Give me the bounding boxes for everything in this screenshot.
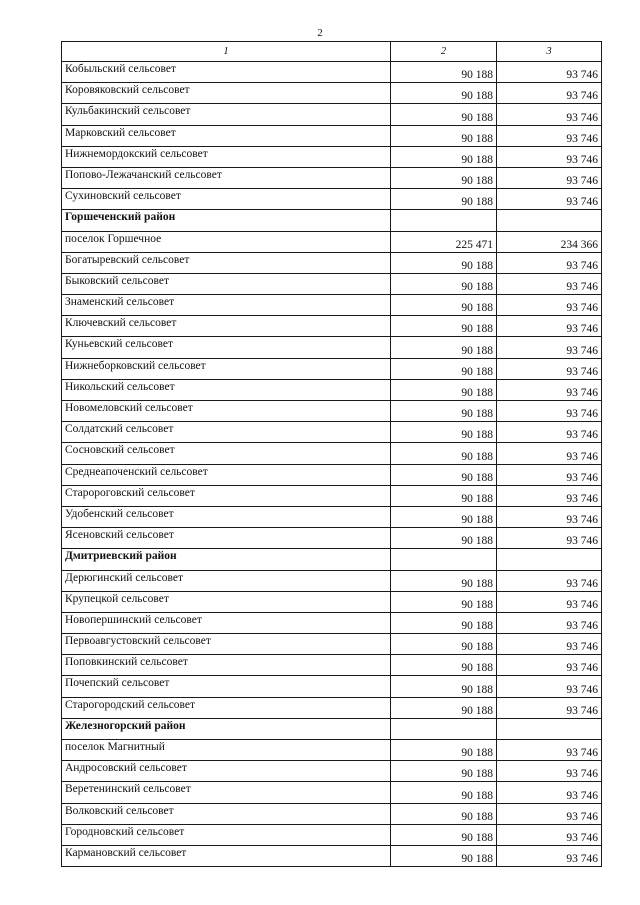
value-col3-cell: 93 746	[497, 845, 602, 866]
value-col3-cell: 93 746	[497, 316, 602, 337]
municipality-name-cell: Крупецкой сельсовет	[62, 591, 391, 612]
value-col3-cell: 93 746	[497, 676, 602, 697]
table-row	[62, 273, 602, 294]
district-row	[62, 718, 602, 739]
value-col2-cell: 90 188	[391, 740, 497, 761]
value-col2-cell: 90 188	[391, 337, 497, 358]
municipality-name-cell: Богатыревский сельсовет	[62, 252, 391, 273]
table-row	[62, 803, 602, 824]
municipality-name-cell: поселок Магнитный	[62, 740, 391, 761]
value-col2-cell: 90 188	[391, 316, 497, 337]
municipality-name-cell: Солдатский сельсовет	[62, 422, 391, 443]
value-col3-cell: 93 746	[497, 443, 602, 464]
value-col3-cell: 93 746	[497, 655, 602, 676]
municipality-name-cell: Никольский сельсовет	[62, 379, 391, 400]
value-col2-cell: 90 188	[391, 379, 497, 400]
value-col2-cell: 90 188	[391, 634, 497, 655]
value-col2-cell: 90 188	[391, 845, 497, 866]
value-col3-cell: 93 746	[497, 824, 602, 845]
value-col2-cell	[391, 210, 497, 231]
table-row	[62, 379, 602, 400]
table-row	[62, 62, 602, 83]
value-col3-cell: 93 746	[497, 570, 602, 591]
value-col3-cell: 93 746	[497, 464, 602, 485]
value-col3-cell: 93 746	[497, 634, 602, 655]
table-row	[62, 761, 602, 782]
value-col3-cell: 93 746	[497, 295, 602, 316]
table-row	[62, 104, 602, 125]
value-col3-cell: 93 746	[497, 104, 602, 125]
value-col2-cell: 90 188	[391, 62, 497, 83]
table-row	[62, 612, 602, 633]
value-col2-cell: 90 188	[391, 443, 497, 464]
page-number: 2	[317, 27, 323, 39]
municipality-name-cell: Почепский сельсовет	[62, 676, 391, 697]
municipality-name-cell: Дмитриевский район	[62, 549, 391, 570]
value-col3-cell: 234 366	[497, 231, 602, 252]
table-row	[62, 231, 602, 252]
table-row	[62, 506, 602, 527]
value-col3-cell: 93 746	[497, 506, 602, 527]
value-col3-cell: 93 746	[497, 401, 602, 422]
value-col2-cell: 90 188	[391, 528, 497, 549]
municipality-name-cell: Кобыльский сельсовет	[62, 62, 391, 83]
value-col3-cell: 93 746	[497, 125, 602, 146]
table-row	[62, 83, 602, 104]
municipality-name-cell: Марковский сельсовет	[62, 125, 391, 146]
municipality-name-cell: поселок Горшечное	[62, 231, 391, 252]
table-row	[62, 125, 602, 146]
value-col3-cell: 93 746	[497, 422, 602, 443]
value-col3-cell: 93 746	[497, 697, 602, 718]
value-col2-cell: 225 471	[391, 231, 497, 252]
value-col2-cell: 90 188	[391, 252, 497, 273]
table-row	[62, 591, 602, 612]
value-col2-cell: 90 188	[391, 485, 497, 506]
municipality-name-cell: Сосновский сельсовет	[62, 443, 391, 464]
table-row	[62, 845, 602, 866]
value-col3-cell: 93 746	[497, 189, 602, 210]
value-col3-cell	[497, 718, 602, 739]
table-header-row	[62, 42, 602, 62]
value-col3-cell	[497, 210, 602, 231]
table-row	[62, 740, 602, 761]
municipality-name-cell: Веретенинский сельсовет	[62, 782, 391, 803]
value-col2-cell: 90 188	[391, 189, 497, 210]
municipality-name-cell: Горшеченский район	[62, 210, 391, 231]
value-col2-cell: 90 188	[391, 104, 497, 125]
table-row	[62, 316, 602, 337]
municipality-name-cell: Поповкинский сельсовет	[62, 655, 391, 676]
table-row	[62, 422, 602, 443]
value-col2-cell: 90 188	[391, 295, 497, 316]
value-col2-cell: 90 188	[391, 803, 497, 824]
value-col2-cell: 90 188	[391, 273, 497, 294]
municipality-name-cell: Знаменский сельсовет	[62, 295, 391, 316]
municipality-name-cell: Дерюгинский сельсовет	[62, 570, 391, 591]
value-col2-cell: 90 188	[391, 125, 497, 146]
value-col2-cell: 90 188	[391, 464, 497, 485]
value-col3-cell: 93 746	[497, 337, 602, 358]
district-row	[62, 210, 602, 231]
table-row	[62, 697, 602, 718]
value-col2-cell: 90 188	[391, 761, 497, 782]
value-col2-cell: 90 188	[391, 676, 497, 697]
table-row	[62, 655, 602, 676]
table-row	[62, 485, 602, 506]
value-col2-cell: 90 188	[391, 591, 497, 612]
municipality-name-cell: Ключевский сельсовет	[62, 316, 391, 337]
value-col2-cell: 90 188	[391, 782, 497, 803]
table-row	[62, 358, 602, 379]
municipality-name-cell: Кульбакинский сельсовет	[62, 104, 391, 125]
table-row	[62, 167, 602, 188]
table-row	[62, 295, 602, 316]
value-col2-cell: 90 188	[391, 612, 497, 633]
table-row	[62, 528, 602, 549]
table-row	[62, 782, 602, 803]
value-col3-cell: 93 746	[497, 528, 602, 549]
value-col3-cell: 93 746	[497, 740, 602, 761]
municipality-name-cell: Сухиновский сельсовет	[62, 189, 391, 210]
value-col3-cell: 93 746	[497, 761, 602, 782]
table-row	[62, 824, 602, 845]
table-row	[62, 146, 602, 167]
municipality-name-cell: Ясеновский сельсовет	[62, 528, 391, 549]
value-col3-cell: 93 746	[497, 252, 602, 273]
value-col2-cell: 90 188	[391, 146, 497, 167]
municipality-name-cell: Коровяковский сельсовет	[62, 83, 391, 104]
table-row	[62, 676, 602, 697]
table-row	[62, 189, 602, 210]
table-row	[62, 252, 602, 273]
value-col2-cell: 90 188	[391, 824, 497, 845]
table-row	[62, 634, 602, 655]
table-row	[62, 570, 602, 591]
table-row	[62, 337, 602, 358]
municipality-name-cell: Старороговский сельсовет	[62, 485, 391, 506]
column-header-2: 2	[391, 42, 497, 62]
value-col2-cell: 90 188	[391, 570, 497, 591]
value-col3-cell: 93 746	[497, 167, 602, 188]
column-header-3: 3	[497, 42, 602, 62]
value-col2-cell: 90 188	[391, 697, 497, 718]
allocation-table	[61, 41, 602, 867]
value-col3-cell: 93 746	[497, 83, 602, 104]
municipality-name-cell: Первоавгустовский сельсовет	[62, 634, 391, 655]
table-row	[62, 464, 602, 485]
value-col2-cell	[391, 718, 497, 739]
value-col3-cell: 93 746	[497, 803, 602, 824]
municipality-name-cell: Старогородский сельсовет	[62, 697, 391, 718]
value-col3-cell: 93 746	[497, 379, 602, 400]
value-col2-cell: 90 188	[391, 506, 497, 527]
municipality-name-cell: Куньевский сельсовет	[62, 337, 391, 358]
value-col2-cell: 90 188	[391, 401, 497, 422]
value-col2-cell: 90 188	[391, 167, 497, 188]
value-col2-cell	[391, 549, 497, 570]
value-col3-cell: 93 746	[497, 612, 602, 633]
value-col3-cell: 93 746	[497, 273, 602, 294]
municipality-name-cell: Городновский сельсовет	[62, 824, 391, 845]
column-header-1: 1	[62, 42, 391, 62]
table-row	[62, 401, 602, 422]
municipality-name-cell: Среднеапоченский сельсовет	[62, 464, 391, 485]
value-col3-cell: 93 746	[497, 485, 602, 506]
value-col3-cell: 93 746	[497, 62, 602, 83]
municipality-name-cell: Волковский сельсовет	[62, 803, 391, 824]
municipality-name-cell: Удобенский сельсовет	[62, 506, 391, 527]
value-col3-cell: 93 746	[497, 782, 602, 803]
value-col3-cell	[497, 549, 602, 570]
municipality-name-cell: Новопершинский сельсовет	[62, 612, 391, 633]
municipality-name-cell: Нижнемордокский сельсовет	[62, 146, 391, 167]
value-col2-cell: 90 188	[391, 422, 497, 443]
municipality-name-cell: Нижнеборковский сельсовет	[62, 358, 391, 379]
municipality-name-cell: Кармановский сельсовет	[62, 845, 391, 866]
value-col2-cell: 90 188	[391, 83, 497, 104]
value-col3-cell: 93 746	[497, 146, 602, 167]
municipality-name-cell: Новомеловский сельсовет	[62, 401, 391, 422]
value-col3-cell: 93 746	[497, 358, 602, 379]
value-col3-cell: 93 746	[497, 591, 602, 612]
municipality-name-cell: Быковский сельсовет	[62, 273, 391, 294]
municipality-name-cell: Железногорский район	[62, 718, 391, 739]
district-row	[62, 549, 602, 570]
municipality-name-cell: Попово-Лежачанский сельсовет	[62, 167, 391, 188]
table-row	[62, 443, 602, 464]
value-col2-cell: 90 188	[391, 655, 497, 676]
value-col2-cell: 90 188	[391, 358, 497, 379]
municipality-name-cell: Андросовский сельсовет	[62, 761, 391, 782]
